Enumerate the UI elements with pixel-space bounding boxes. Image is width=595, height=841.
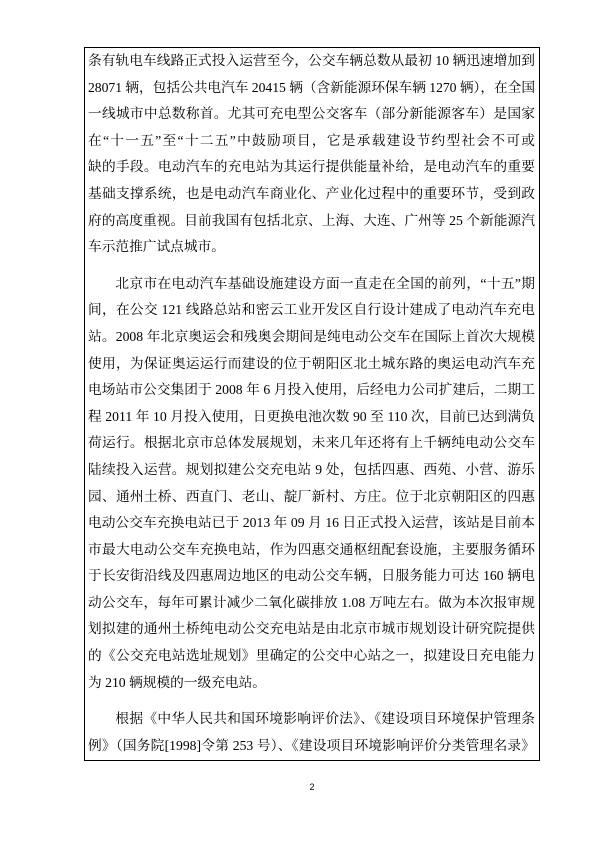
page-number: 2 — [309, 782, 315, 792]
text-line: 例》（国务院[1998]令第 253 号）、《建设项目环境影响评价分类管理名录》 — [88, 737, 535, 753]
text-line: 间，在公交 121 线路总站和密云工业开发区自行设计建成了电动汽车充电 — [88, 302, 535, 318]
text-line: 站。2008 年北京奥运会和残奥会期间是纯电动公交车在国际上首次大规模 — [88, 328, 535, 344]
text-line: 陆续投入运营。规划拟建公交充电站 9 处，包括四惠、西苑、小营、游乐 — [88, 461, 535, 477]
text-line: 基础支撑系统，也是电动汽车商业化、产业化过程中的重要环节，受到政 — [88, 185, 535, 201]
text-line: 28071 辆，包括公共电汽车 20415 辆（含新能源环保车辆 1270 辆），在全国 — [88, 79, 535, 95]
paragraph — [88, 271, 535, 697]
text-line: 为 210 辆规模的一级充电站。 — [88, 674, 266, 690]
text-line: 荷运行。根据北京市总体发展规划，未来几年还将有上千辆纯电动公交车 — [88, 435, 535, 451]
text-line: 车示范推广试点城市。 — [88, 239, 225, 255]
text-line: 市最大电动公交车充换电站，作为四惠交通枢纽配套设施，主要服务循环 — [88, 541, 535, 557]
text-line: 条有轨电车线路正式投入运营至今，公交车辆总数从最初 10 辆迅速增加到 — [88, 53, 535, 68]
text-line: 电场站市公交集团于 2008 年 6 月投入使用，后经电力公司扩建后，二期工 — [88, 382, 535, 398]
text-line: 电动公交车充换电站已于 2013 年 09 月 16 日正式投入运营，该站是目前本 — [88, 515, 535, 531]
text-line: 府的高度重视。目前我国有包括北京、上海、大连、广州等 25 个新能源汽 — [88, 212, 535, 228]
text-line: 园、通州土桥、西直门、老山、靛厂新村、方庄。位于北京朝阳区的四惠 — [88, 488, 535, 504]
text-line: 缺的手段。电动汽车的充电站为其运行提供能量补给，是电动汽车的重要 — [88, 159, 535, 175]
text-line: 于长安街沿线及四惠周边地区的电动公交车辆，日服务能力可达 160 辆电 — [88, 568, 535, 584]
text-line: 根据《中华人民共和国环境影响评价法》、《建设项目环境保护管理条 — [115, 711, 535, 727]
text-line: 一线城市中总数称首。尤其可充电型公交客车（部分新能源客车）是国家 — [88, 106, 535, 122]
paragraph — [88, 48, 535, 261]
text-line: 使用，为保证奥运运行而建设的位于朝阳区北土城东路的奥运电动汽车充 — [88, 355, 535, 371]
text-line: 程 2011 年 10 月投入使用，日更换电池次数 90 至 110 次，目前已达到满负 — [88, 408, 535, 424]
paragraph — [88, 706, 535, 759]
text-line: 北京市在电动汽车基础设施建设方面一直走在全国的前列，“十五”期 — [115, 275, 535, 291]
text-line: 划拟建的通州土桥纯电动公交充电站是由北京市城市规划设计研究院提供 — [88, 621, 535, 637]
text-line: 的《公交充电站选址规划》里确定的公交中心站之一，拟建设日充电能力 — [88, 648, 535, 664]
content-frame — [84, 47, 540, 761]
text-line: 动公交车，每年可累计减少二氧化碳排放 1.08 万吨左右。做为本次报审规 — [88, 594, 535, 610]
text-line: 在“十一五”至“十二五”中鼓励项目，它是承载建设节约型社会不可或 — [88, 132, 535, 148]
